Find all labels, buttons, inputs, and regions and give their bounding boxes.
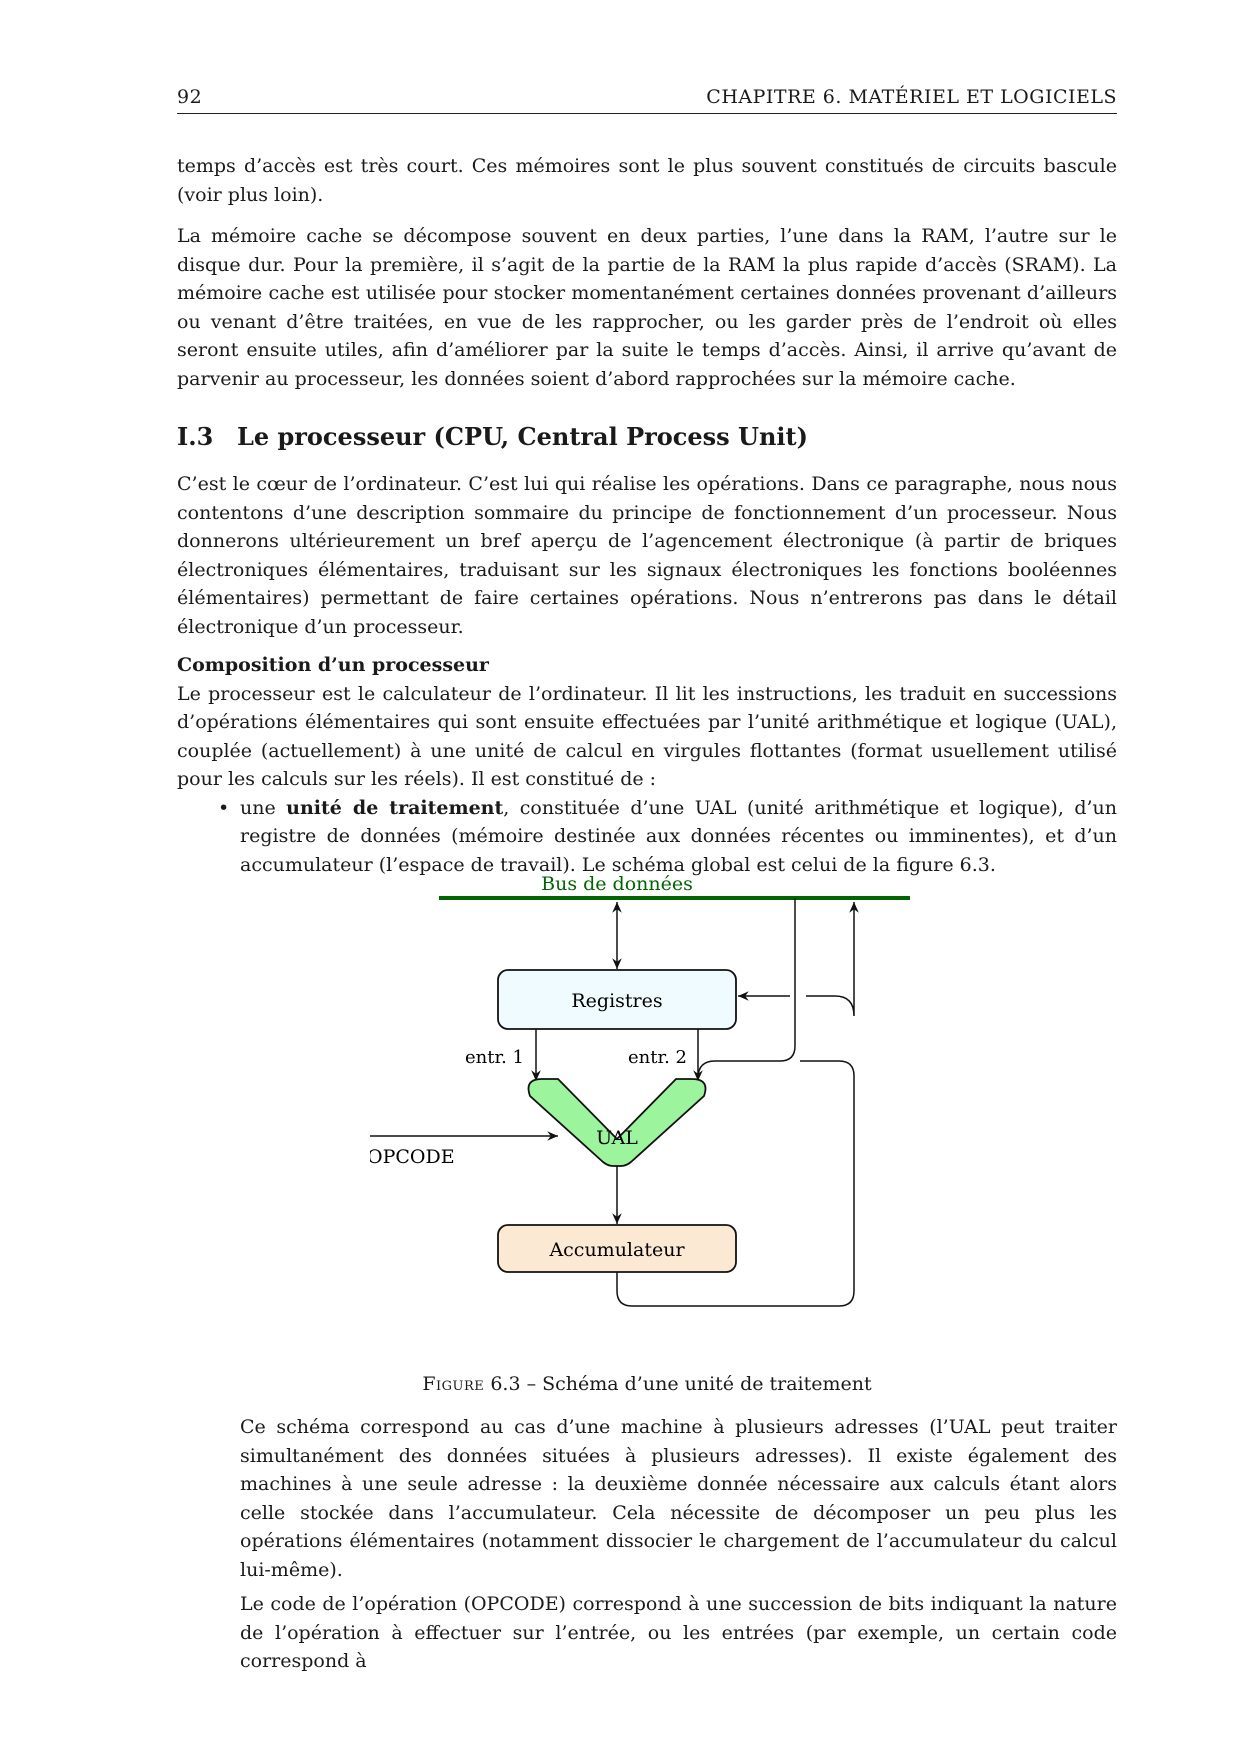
- top-paragraphs: [177, 152, 1117, 393]
- diagram-svg: [370, 866, 930, 1346]
- figure-processing-unit: [370, 866, 930, 1346]
- paragraph: Ce schéma correspond au cas d’une machine à plusieurs adresses (l’UAL peut traiter simultanément des données situées à plusieurs adresses). Il existe également des machines à une seule adresse : la deuxième donnée nécessaire aux calculs étant alors celle stockée dans l’accumulateur. Cela nécessite de décomposer un peu plus les opérations élémentaires (notamment dissocier le chargement de l’accumulateur du calcul lui-même).: [240, 1416, 1117, 1581]
- paragraph: Le processeur est le calculateur de l’ordinateur. Il lit les instructions, les traduit en successions d’opérations élémentaires qui sont ensuite effectuées par l’unité arithmétique et logique (UAL), couplée (actuellement) à une unité de calcul en virgules flottantes (format usuellement utilisé pour les calculs sur les réels). Il est constitué de :: [177, 682, 1117, 790]
- paragraph: La mémoire cache se décompose souvent en deux parties, l’une dans la RAM, l’autre sur le disque dur. Pour la première, il s’agit de la partie de la RAM la plus rapide d’accès (SRAM). La mémoire cache est utilisée pour stocker momentanément certaines données provenant d’ailleurs ou venant d’être traitées, en vue de les rapprocher, ou les garder près de l’endroit où elles seront ensuite utiles, afin d’améliorer par la suite le temps d’accès. Ainsi, il arrive qu’avant de parvenir au processeur, les données soient d’abord rapprochées sur la mémoire cache.: [177, 225, 1117, 390]
- caption-text: 6.3 – Schéma d’une unité de traitement: [484, 1373, 872, 1395]
- subsection-heading: Composition d’un processeur: [177, 654, 489, 676]
- ual-shape: [529, 1079, 706, 1166]
- section-body: [177, 470, 1117, 879]
- bullet-prefix: une: [240, 796, 287, 819]
- entr2-label: entr. 2: [627, 1047, 687, 1068]
- paragraph: temps d’accès est très court. Ces mémoires sont le plus souvent constitués de circuits bascule (voir plus loin).: [177, 155, 1117, 206]
- accumulateur-label: Accumulateur: [549, 1239, 685, 1261]
- bullet-text: , constituée d’une UAL (unité arithmétique et logique), d’un registre de données (mémoire destinée aux données récentes ou imminentes), et d’un accumulateur (l’espace de travail). Le schéma global est celui de la figure 6.3.: [240, 796, 1117, 876]
- section-title: Le processeur (CPU, Central Process Unit): [237, 422, 808, 451]
- entr1-label: entr. 1: [464, 1047, 524, 1068]
- bullet-bold-term: unité de traitement: [286, 796, 504, 819]
- bottom-paragraphs: [240, 1413, 1117, 1676]
- ual-label: UAL: [596, 1127, 638, 1149]
- figure-caption: [177, 1373, 1117, 1395]
- accumulateur-to-bus-path: [806, 902, 854, 1016]
- caption-figure-word: Figure: [422, 1373, 485, 1395]
- chapter-title: CHAPITRE 6. MATÉRIEL ET LOGICIELS: [706, 86, 1117, 108]
- paragraph: Le code de l’opération (OPCODE) correspond à une succession de bits indiquant la nature de l’opération à effectuer sur l’entrée, ou les entrées (par exemple, un certain code correspond à: [240, 1593, 1117, 1672]
- section-heading: [177, 422, 1117, 451]
- page-number: 92: [177, 86, 203, 108]
- registres-label: Registres: [571, 990, 663, 1012]
- paragraph: C’est le cœur de l’ordinateur. C’est lui qui réalise les opérations. Dans ce paragraphe, nous nous contentons d’une description sommaire du principe de fonctionnement d’un processeur. Nous donnerons ultérieurement un bref aperçu de l’agencement électronique (à partir de briques électroniques élémentaires, traduisant sur les signaux électroniques les fonctions booléennes élémentaires) permettant de faire certaines opérations. Nous n’entrerons pas dans le détail électronique d’un processeur.: [177, 473, 1117, 638]
- section-number: I.3: [177, 422, 214, 451]
- running-header: [177, 86, 1117, 114]
- opcode-label: OPCODE: [370, 1146, 455, 1168]
- bus-label: Bus de données: [541, 873, 693, 895]
